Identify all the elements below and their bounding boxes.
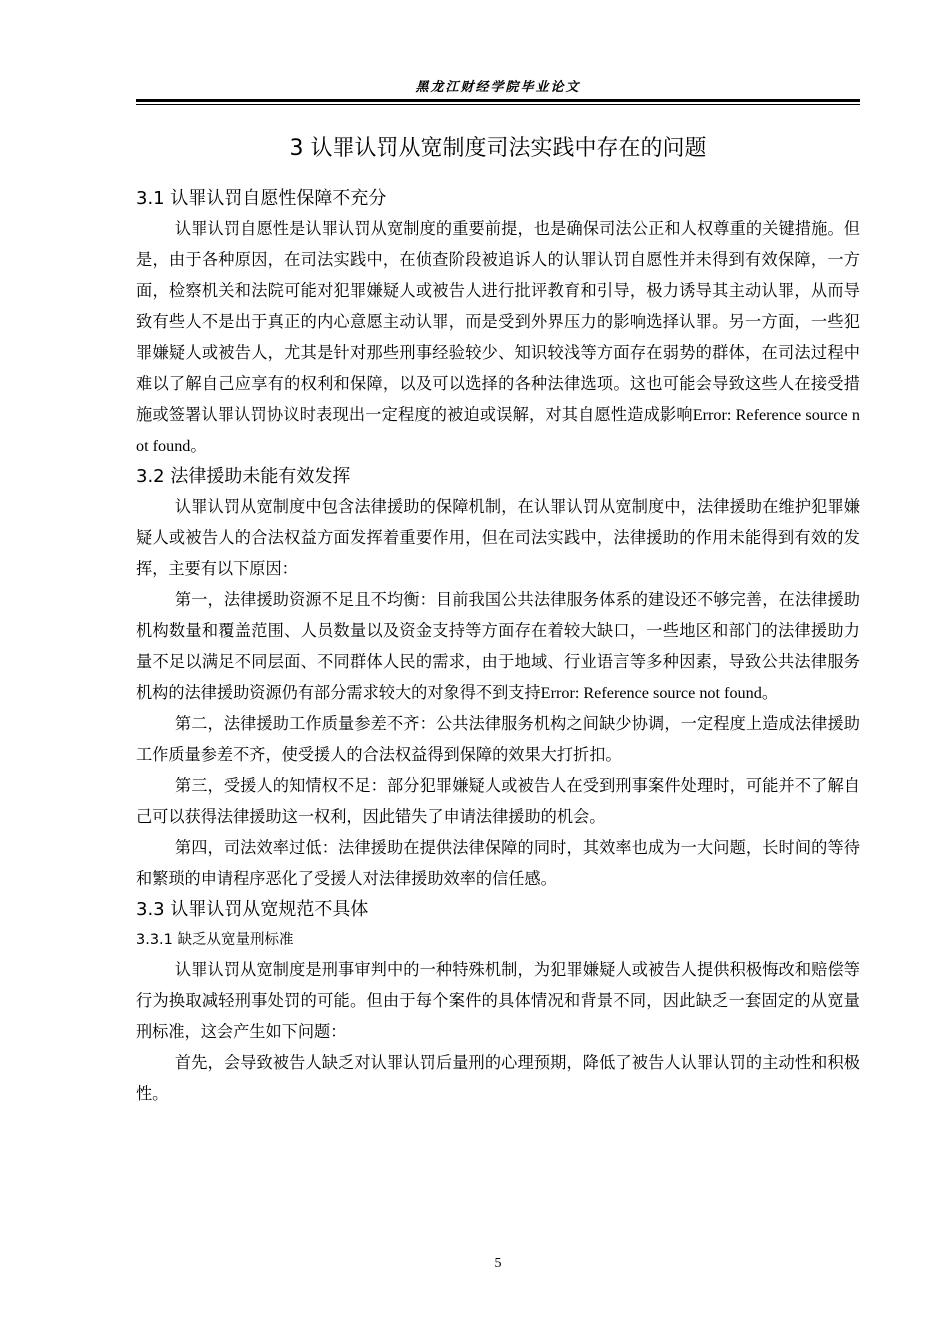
paragraph: 认罪认罚自愿性是认罪认罚从宽制度的重要前提，也是确保司法公正和人权尊重的关键措施。但是，由于各种原因，在司法实践中，在侦查阶段被追诉人的认罪认罚自愿性并未得到有效保障，一方面，检察机关和法院可能对犯罪嫌疑人或被告人进行批评教育和引导，极力诱导其主动认罪，从而导致有些人不是出于真正的内心意愿主动认罪，而是受到外界压力的影响选择认罪。另一方面，一些犯罪嫌疑人或被告人，尤其是针对那些刑事经验较少、知识较浅等方面存在弱势的群体，在司法过程中难以了解自己应享有的权利和保障，以及可以选择的各种法律选项。这也可能会导致这些人在接受措施或签署认罪认罚协议时表现出一定程度的被迫或误解，对其自愿性造成影响Error: Reference source not found。 <box>136 220 860 455</box>
section-heading-3-3: 3.3 认罪认罚从宽规范不具体 <box>136 899 369 920</box>
paragraph: 认罪认罚从宽制度中包含法律援助的保障机制，在认罪认罚从宽制度中，法律援助在维护犯罪嫌疑人或被告人的合法权益方面发挥着重要作用，但在司法实践中，法律援助的作用未能得到有效的发挥，主要有以下原因： <box>136 498 860 578</box>
paragraph: 第三，受援人的知情权不足：部分犯罪嫌疑人或被告人在受到刑事案件处理时，可能并不了解自己可以获得法律援助这一权利，因此错失了申请法律援助的机会。 <box>136 777 860 826</box>
paragraph: 认罪认罚从宽制度是刑事审判中的一种特殊机制，为犯罪嫌疑人或被告人提供积极悔改和赔偿等行为换取减轻刑事处罚的可能。但由于每个案件的具体情况和背景不同，因此缺乏一套固定的从宽量刑标准，这会产生如下问题： <box>136 961 860 1041</box>
header-rule-thick <box>136 99 860 102</box>
chapter-title: 3 认罪认罚从宽制度司法实践中存在的问题 <box>289 136 707 161</box>
header-rule-thin <box>136 104 860 105</box>
section-heading-3-2: 3.2 法律援助未能有效发挥 <box>136 466 351 487</box>
subsection-heading-3-3-1: 3.3.1 缺乏从宽量刑标准 <box>136 932 294 948</box>
paragraph: 第二，法律援助工作质量参差不齐：公共法律服务机构之间缺少协调，一定程度上造成法律援助工作质量参差不齐，使受援人的合法权益得到保障的效果大打折扣。 <box>136 715 860 764</box>
section-heading-3-1: 3.1 认罪认罚自愿性保障不充分 <box>136 188 387 209</box>
page-number: 5 <box>494 1256 502 1271</box>
paragraph: 第一，法律援助资源不足且不均衡：目前我国公共法律服务体系的建设还不够完善，在法律援助机构数量和覆盖范围、人员数量以及资金支持等方面存在着较大缺口，一些地区和部门的法律援助力量不足以满足不同层面、不同群体人民的需求，由于地域、行业语言等多种因素，导致公共法律服务机构的法律援助资源仍有部分需求较大的对象得不到支持Error: Reference source not found。 <box>136 591 860 702</box>
body-content <box>136 128 860 1110</box>
paragraph: 首先，会导致被告人缺乏对认罪认罚后量刑的心理预期，降低了被告人认罪认罚的主动性和积极性。 <box>136 1054 860 1103</box>
paragraph: 第四，司法效率过低：法律援助在提供法律保障的同时，其效率也成为一大问题，长时间的等待和繁琐的申请程序恶化了受援人对法律援助效率的信任感。 <box>136 839 860 888</box>
running-header: 黑龙江财经学院毕业论文 <box>415 80 581 95</box>
